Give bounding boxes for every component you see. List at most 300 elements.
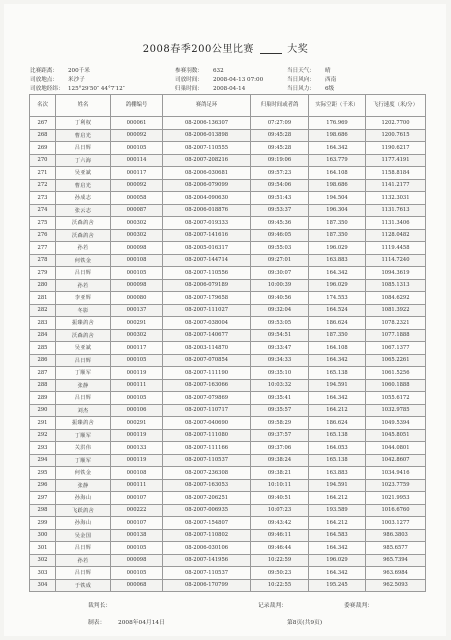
cell-distance: 164.342: [309, 542, 366, 555]
cell-distance: 187.350: [309, 217, 366, 230]
cell-name: 孙若: [56, 242, 111, 255]
cell-ring: 08-2007-110717: [163, 404, 251, 417]
cell-name: 吕日辉: [56, 267, 111, 280]
cell-name: 吕日辉: [56, 142, 111, 155]
cell-speed: 962.5093: [366, 579, 426, 592]
cell-ring: 08-2007-206251: [163, 492, 251, 505]
cell-distance: 164.583: [309, 529, 366, 542]
cell-time: 09:58:29: [251, 417, 309, 430]
cell-ring: 08-2003-114870: [163, 342, 251, 355]
cell-loft-id: 000302: [111, 329, 163, 342]
release-label: 司放时间：: [175, 77, 203, 83]
cell-rank: 272: [30, 179, 56, 192]
cell-distance: 164.342: [309, 567, 366, 580]
cell-time: 09:57:23: [251, 167, 309, 180]
cell-rank: 269: [30, 142, 56, 155]
cell-rank: 279: [30, 267, 56, 280]
cell-rank: 297: [30, 492, 56, 505]
title-blank-line: [260, 45, 282, 54]
table-row: [30, 229, 426, 242]
title-text: 2008春季200公里比赛: [142, 44, 254, 55]
cell-loft-id: 000222: [111, 504, 163, 517]
cell-name: 沃森鸽舍: [56, 217, 111, 230]
cell-rank: 288: [30, 379, 56, 392]
cell-rank: 273: [30, 192, 56, 205]
table-row: [30, 279, 426, 292]
cell-loft-id: 000080: [111, 292, 163, 305]
cell-speed: 1084.6292: [366, 292, 426, 305]
cell-name: 吕日辉: [56, 354, 111, 367]
cell-name: 飞跃鸽舍: [56, 504, 111, 517]
cell-loft-id: 000137: [111, 304, 163, 317]
cell-ring: 08-2007-110555: [163, 142, 251, 155]
cell-ring: 08-2007-040690: [163, 417, 251, 430]
cell-time: 09:37:57: [251, 429, 309, 442]
cell-ring: 08-2007-179658: [163, 292, 251, 305]
cell-ring: 08-2007-006935: [163, 504, 251, 517]
cell-distance: 194.591: [309, 379, 366, 392]
committee-referee-label: 委赛裁判：: [344, 603, 373, 609]
cell-time: 09:33:47: [251, 342, 309, 355]
cell-name: 关洪伟: [56, 442, 111, 455]
cell-distance: 195.245: [309, 579, 366, 592]
cell-loft-id: 000117: [111, 342, 163, 355]
table-row: [30, 404, 426, 417]
date-label: 制表：: [88, 620, 106, 626]
cell-distance: 163.883: [309, 254, 366, 267]
cell-time: 09:46:44: [251, 542, 309, 555]
header-speed: 飞行速度（米/分）: [366, 95, 426, 117]
table-row: [30, 354, 426, 367]
cell-ring: 08-2007-163053: [163, 479, 251, 492]
cell-ring: 08-2006-030106: [163, 542, 251, 555]
cell-rank: 299: [30, 517, 56, 530]
cell-distance: 165.138: [309, 454, 366, 467]
cell-speed: 1065.2261: [366, 354, 426, 367]
cell-loft-id: 000107: [111, 517, 163, 530]
count-label: 参赛羽数：: [175, 68, 203, 74]
cell-rank: 304: [30, 579, 56, 592]
cell-speed: 1060.1888: [366, 379, 426, 392]
header-distance: 实际空距（千米）: [309, 95, 366, 117]
cell-speed: 1094.3619: [366, 267, 426, 280]
cell-loft-id: 000119: [111, 429, 163, 442]
cell-name: 振臻鸽舍: [56, 417, 111, 430]
wind-label: 当日风向：: [287, 77, 315, 83]
cell-loft-id: 000098: [111, 279, 163, 292]
cell-distance: 164.053: [309, 442, 366, 455]
cell-distance: 163.883: [309, 467, 366, 480]
cell-name: 于铁成: [56, 579, 111, 592]
table-row: [30, 329, 426, 342]
cell-ring: 08-2006-170799: [163, 579, 251, 592]
cell-loft-id: 000108: [111, 467, 163, 480]
cell-speed: 1003.1277: [366, 517, 426, 530]
cell-name: 吕日辉: [56, 567, 111, 580]
cell-time: 09:40:56: [251, 292, 309, 305]
windforce-label: 当日风力：: [287, 86, 315, 92]
table-row: [30, 479, 426, 492]
cell-loft-id: 000111: [111, 379, 163, 392]
cell-ring: 08-2007-154807: [163, 517, 251, 530]
cell-distance: 164.212: [309, 517, 366, 530]
cell-ring: 08-2007-141956: [163, 554, 251, 567]
cell-rank: 289: [30, 392, 56, 405]
cell-rank: 285: [30, 342, 56, 355]
cell-time: 09:38:21: [251, 467, 309, 480]
coord-value: 125°29′50″ 44°7′12″: [68, 86, 125, 92]
cell-loft-id: 000098: [111, 242, 163, 255]
cell-speed: 1131.7613: [366, 204, 426, 217]
cell-rank: 291: [30, 417, 56, 430]
title-suffix: 大奖: [287, 44, 309, 55]
cell-distance: 187.350: [309, 229, 366, 242]
table-row: [30, 417, 426, 430]
cell-speed: 1034.9416: [366, 467, 426, 480]
cell-speed: 1190.6217: [366, 142, 426, 155]
cell-time: 09:43:42: [251, 517, 309, 530]
cell-speed: 1078.2321: [366, 317, 426, 330]
cell-time: 09:27:01: [251, 254, 309, 267]
cell-time: 09:51:43: [251, 192, 309, 205]
cell-rank: 287: [30, 367, 56, 380]
race-info: [30, 67, 430, 94]
cell-rank: 278: [30, 254, 56, 267]
table-row: [30, 242, 426, 255]
cell-distance: 196.029: [309, 279, 366, 292]
cell-speed: 1119.4458: [366, 242, 426, 255]
cell-distance: 198.686: [309, 179, 366, 192]
table-row: [30, 542, 426, 555]
cell-name: 丁利权: [56, 117, 111, 130]
place-value: 米沙子: [68, 77, 85, 83]
cell-loft-id: 000092: [111, 129, 163, 142]
cell-name: 何铁金: [56, 254, 111, 267]
cell-time: 09:45:36: [251, 217, 309, 230]
place-label: 司放地点：: [30, 77, 58, 83]
cell-rank: 303: [30, 567, 56, 580]
cell-rank: 294: [30, 454, 56, 467]
weather-label: 当日天气：: [287, 68, 315, 74]
cell-name: 张静: [56, 479, 111, 492]
cell-ring: 08-2007-208216: [163, 154, 251, 167]
cell-speed: 985.6577: [366, 542, 426, 555]
cell-ring: 08-2007-236308: [163, 467, 251, 480]
table-row: [30, 304, 426, 317]
cell-ring: 08-2007-110537: [163, 454, 251, 467]
cell-distance: 164.342: [309, 267, 366, 280]
cell-speed: 1200.7615: [366, 129, 426, 142]
cell-rank: 284: [30, 329, 56, 342]
cell-rank: 271: [30, 167, 56, 180]
cell-speed: 1055.6172: [366, 392, 426, 405]
cell-distance: 163.779: [309, 154, 366, 167]
cell-speed: 1016.6760: [366, 504, 426, 517]
cell-loft-id: 000087: [111, 204, 163, 217]
cell-rank: 282: [30, 304, 56, 317]
table-row: [30, 517, 426, 530]
cell-distance: 165.138: [309, 429, 366, 442]
cell-name: 刘杰: [56, 404, 111, 417]
cell-rank: 300: [30, 529, 56, 542]
date-value: 2008年04月14日: [118, 620, 165, 626]
cell-distance: 198.686: [309, 129, 366, 142]
cell-name: 曹启光: [56, 179, 111, 192]
cell-loft-id: 000105: [111, 267, 163, 280]
cell-speed: 1081.3922: [366, 304, 426, 317]
cell-loft-id: 000058: [111, 192, 163, 205]
cell-distance: 164.342: [309, 142, 366, 155]
weather-value: 晴: [325, 68, 331, 74]
cell-name: 冬影: [56, 304, 111, 317]
cell-speed: 1132.3031: [366, 192, 426, 205]
table-row: [30, 204, 426, 217]
cell-name: 孙海山: [56, 517, 111, 530]
cell-time: 09:38:24: [251, 454, 309, 467]
cell-ring: 08-2007-079869: [163, 392, 251, 405]
cell-speed: 1032.9785: [366, 404, 426, 417]
table-row: [30, 154, 426, 167]
cell-ring: 08-2007-111027: [163, 304, 251, 317]
cell-time: 09:30:07: [251, 267, 309, 280]
cell-rank: 292: [30, 429, 56, 442]
cell-speed: 986.3803: [366, 529, 426, 542]
table-row: [30, 179, 426, 192]
record-referee-label: 记录裁判：: [258, 603, 287, 609]
cell-distance: 164.524: [309, 304, 366, 317]
cell-speed: 1141.2177: [366, 179, 426, 192]
cell-loft-id: 000105: [111, 354, 163, 367]
cell-loft-id: 000119: [111, 367, 163, 380]
cell-speed: 1045.8051: [366, 429, 426, 442]
cell-speed: 1061.5256: [366, 367, 426, 380]
results-table: [29, 94, 426, 592]
cell-name: 沃森鸽舍: [56, 329, 111, 342]
cell-speed: 1202.7700: [366, 117, 426, 130]
header-rank: 名次: [30, 95, 56, 117]
table-row: [30, 267, 426, 280]
cell-time: 09:34:33: [251, 354, 309, 367]
cell-loft-id: 000108: [111, 254, 163, 267]
cell-rank: 277: [30, 242, 56, 255]
cell-time: 09:45:28: [251, 129, 309, 142]
table-row: [30, 367, 426, 380]
cell-loft-id: 000105: [111, 142, 163, 155]
coord-label: 司放地经纬：: [30, 86, 64, 92]
cell-name: 孙成志: [56, 192, 111, 205]
cell-rank: 301: [30, 542, 56, 555]
cell-ring: 08-2007-111190: [163, 367, 251, 380]
cell-ring: 08-2007-111080: [163, 429, 251, 442]
cell-name: 曹启光: [56, 129, 111, 142]
cell-loft-id: 000111: [111, 479, 163, 492]
distance-label: 比赛距离：: [30, 68, 58, 74]
cell-time: 09:35:41: [251, 392, 309, 405]
cell-speed: 1042.8607: [366, 454, 426, 467]
cell-rank: 270: [30, 154, 56, 167]
header-name: 姓名: [56, 95, 111, 117]
table-row: [30, 467, 426, 480]
cell-loft-id: 000068: [111, 579, 163, 592]
cell-time: 10:00:39: [251, 279, 309, 292]
table-row: [30, 317, 426, 330]
cell-time: 09:54:06: [251, 179, 309, 192]
cell-name: 吕日辉: [56, 392, 111, 405]
cell-loft-id: 000138: [111, 529, 163, 542]
return-value: 2008-04-14: [213, 86, 246, 92]
cell-rank: 296: [30, 479, 56, 492]
cell-speed: 963.6984: [366, 567, 426, 580]
table-row: [30, 567, 426, 580]
cell-speed: 1158.8184: [366, 167, 426, 180]
cell-rank: 295: [30, 467, 56, 480]
cell-time: 10:03:32: [251, 379, 309, 392]
cell-loft-id: 000092: [111, 179, 163, 192]
cell-name: 孙若: [56, 279, 111, 292]
table-row: [30, 142, 426, 155]
cell-name: 振臻鸽舍: [56, 317, 111, 330]
referee-label: 裁判长：: [88, 603, 112, 609]
cell-speed: 1077.1888: [366, 329, 426, 342]
cell-time: 10:07:23: [251, 504, 309, 517]
cell-speed: 965.7394: [366, 554, 426, 567]
cell-distance: 194.591: [309, 479, 366, 492]
cell-loft-id: 000106: [111, 404, 163, 417]
cell-ring: 08-2007-144714: [163, 254, 251, 267]
windforce-value: 6级: [325, 86, 335, 92]
cell-ring: 08-2006-013898: [163, 129, 251, 142]
table-row: [30, 392, 426, 405]
cell-rank: 280: [30, 279, 56, 292]
cell-distance: 193.589: [309, 504, 366, 517]
cell-ring: 08-2007-140677: [163, 329, 251, 342]
cell-loft-id: 000291: [111, 317, 163, 330]
cell-distance: 164.212: [309, 404, 366, 417]
cell-time: 09:40:51: [251, 492, 309, 505]
cell-time: 09:35:10: [251, 367, 309, 380]
cell-name: 吴亚斌: [56, 342, 111, 355]
count-value: 632: [213, 68, 224, 74]
cell-time: 10:10:11: [251, 479, 309, 492]
table-row: [30, 379, 426, 392]
cell-loft-id: 000302: [111, 217, 163, 230]
cell-ring: 08-2004-090630: [163, 192, 251, 205]
table-row: [30, 454, 426, 467]
table-row: [30, 342, 426, 355]
cell-name: 吴金国: [56, 529, 111, 542]
cell-name: 沃森鸽舍: [56, 229, 111, 242]
cell-time: 09:19:06: [251, 154, 309, 167]
cell-name: 张静: [56, 379, 111, 392]
table-row: [30, 429, 426, 442]
cell-speed: 1049.5394: [366, 417, 426, 430]
cell-rank: 275: [30, 217, 56, 230]
cell-rank: 274: [30, 204, 56, 217]
cell-distance: 164.342: [309, 392, 366, 405]
cell-loft-id: 000119: [111, 454, 163, 467]
table-row: [30, 167, 426, 180]
cell-rank: 276: [30, 229, 56, 242]
cell-time: 09:37:06: [251, 442, 309, 455]
cell-distance: 196.304: [309, 204, 366, 217]
cell-name: 丁六海: [56, 154, 111, 167]
cell-name: 吴亚斌: [56, 167, 111, 180]
cell-name: 丁顺军: [56, 429, 111, 442]
cell-rank: 293: [30, 442, 56, 455]
cell-name: 丁顺军: [56, 454, 111, 467]
cell-ring: 08-2007-019333: [163, 217, 251, 230]
cell-speed: 1128.0482: [366, 229, 426, 242]
header-loft-id: 鸽棚编号: [111, 95, 163, 117]
table-row: [30, 529, 426, 542]
cell-time: 09:53:37: [251, 204, 309, 217]
cell-distance: 187.350: [309, 329, 366, 342]
cell-loft-id: 000117: [111, 167, 163, 180]
wind-value: 西南: [325, 77, 337, 83]
cell-loft-id: 000291: [111, 417, 163, 430]
cell-speed: 1114.7240: [366, 254, 426, 267]
cell-time: 09:46:05: [251, 229, 309, 242]
cell-speed: 1085.1313: [366, 279, 426, 292]
cell-rank: 302: [30, 554, 56, 567]
cell-time: 09:55:03: [251, 242, 309, 255]
cell-distance: 196.029: [309, 554, 366, 567]
cell-ring: 08-2006-030681: [163, 167, 251, 180]
cell-rank: 290: [30, 404, 56, 417]
table-row: [30, 579, 426, 592]
cell-loft-id: 000133: [111, 442, 163, 455]
cell-time: 09:53:05: [251, 317, 309, 330]
release-value: 2008-04-13 07:00: [213, 77, 264, 83]
table-row: [30, 217, 426, 230]
cell-distance: 164.212: [309, 492, 366, 505]
cell-ring: 08-2005-016317: [163, 242, 251, 255]
cell-time: 09:32:04: [251, 304, 309, 317]
cell-speed: 1177.4191: [366, 154, 426, 167]
cell-distance: 194.504: [309, 192, 366, 205]
cell-time: 09:46:11: [251, 529, 309, 542]
cell-loft-id: 000061: [111, 117, 163, 130]
cell-rank: 286: [30, 354, 56, 367]
table-row: [30, 192, 426, 205]
cell-time: 09:45:28: [251, 142, 309, 155]
cell-name: 孙海山: [56, 492, 111, 505]
cell-name: 张云志: [56, 204, 111, 217]
table-row: [30, 129, 426, 142]
cell-name: 何铁金: [56, 467, 111, 480]
cell-loft-id: 000105: [111, 392, 163, 405]
cell-ring: 08-2006-018876: [163, 204, 251, 217]
cell-loft-id: 000105: [111, 567, 163, 580]
cell-ring: 08-2007-141616: [163, 229, 251, 242]
page-title: [0, 40, 451, 55]
cell-ring: 08-2007-110556: [163, 267, 251, 280]
cell-rank: 281: [30, 292, 56, 305]
cell-rank: 268: [30, 129, 56, 142]
cell-distance: 164.108: [309, 167, 366, 180]
table-row: [30, 492, 426, 505]
cell-speed: 1131.3406: [366, 217, 426, 230]
cell-distance: 165.138: [309, 367, 366, 380]
cell-distance: 176.969: [309, 117, 366, 130]
cell-loft-id: 000098: [111, 554, 163, 567]
cell-distance: 164.108: [309, 342, 366, 355]
table-header-row: [30, 95, 426, 117]
cell-name: 丁顺军: [56, 367, 111, 380]
cell-ring: 08-2007-110802: [163, 529, 251, 542]
cell-time: 09:35:57: [251, 404, 309, 417]
cell-distance: 186.624: [309, 317, 366, 330]
